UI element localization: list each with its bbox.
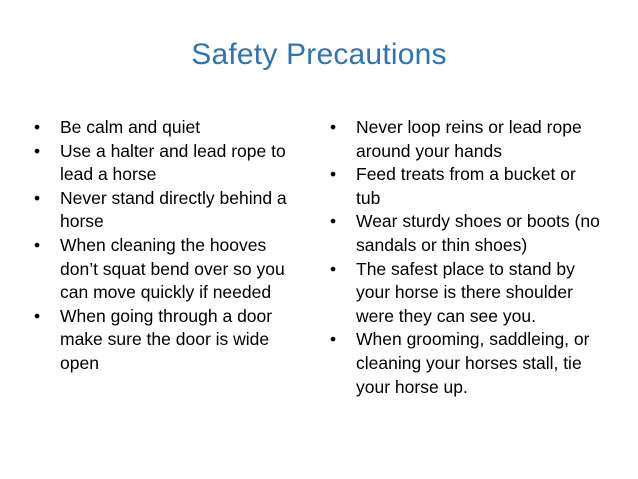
list-item-text: When going through a door make sure the door is wide open (60, 305, 273, 373)
list-item (34, 116, 306, 140)
bullet-icon: • (330, 329, 337, 350)
bullet-icon: • (330, 117, 337, 137)
left-bullet-list (34, 116, 306, 376)
right-bullet-list (330, 116, 602, 399)
bullet-icon: • (34, 117, 41, 137)
list-item-text: When cleaning the hooves don’t squat bend over so you can move quickly if needed (60, 234, 285, 303)
bullet-icon: • (330, 164, 337, 185)
list-item (330, 328, 602, 399)
list-item (34, 187, 306, 234)
list-item-text: Be calm and quiet (60, 117, 201, 137)
bullet-icon: • (34, 234, 41, 255)
list-item-text: The safest place to stand by your horse is there shoulder were they can see you. (356, 258, 575, 326)
list-item (330, 210, 602, 257)
bullet-icon: • (34, 187, 41, 208)
list-item (330, 163, 602, 210)
list-item (34, 140, 306, 187)
bullet-icon: • (34, 140, 41, 161)
list-item-text: Never stand directly behind a horse (60, 187, 287, 232)
list-item (330, 258, 602, 329)
bullet-icon: • (34, 305, 41, 326)
list-item-text: Never loop reins or lead rope around your hands (356, 117, 582, 161)
list-item-text: Feed treats from a bucket or tub (356, 164, 576, 208)
list-item (34, 305, 306, 376)
list-item (330, 116, 602, 163)
list-item-text: When grooming, saddleing, or cleaning your horses stall, tie your horse up. (356, 329, 590, 397)
list-item-text: Use a halter and lead rope to lead a horse (60, 140, 286, 185)
list-item-text: Wear sturdy shoes or boots (no sandals or thin shoes) (356, 211, 600, 255)
list-item (34, 234, 306, 305)
bullet-icon: • (330, 258, 337, 279)
slide-title: Safety Precautions (191, 38, 447, 71)
bullet-icon: • (330, 211, 337, 232)
